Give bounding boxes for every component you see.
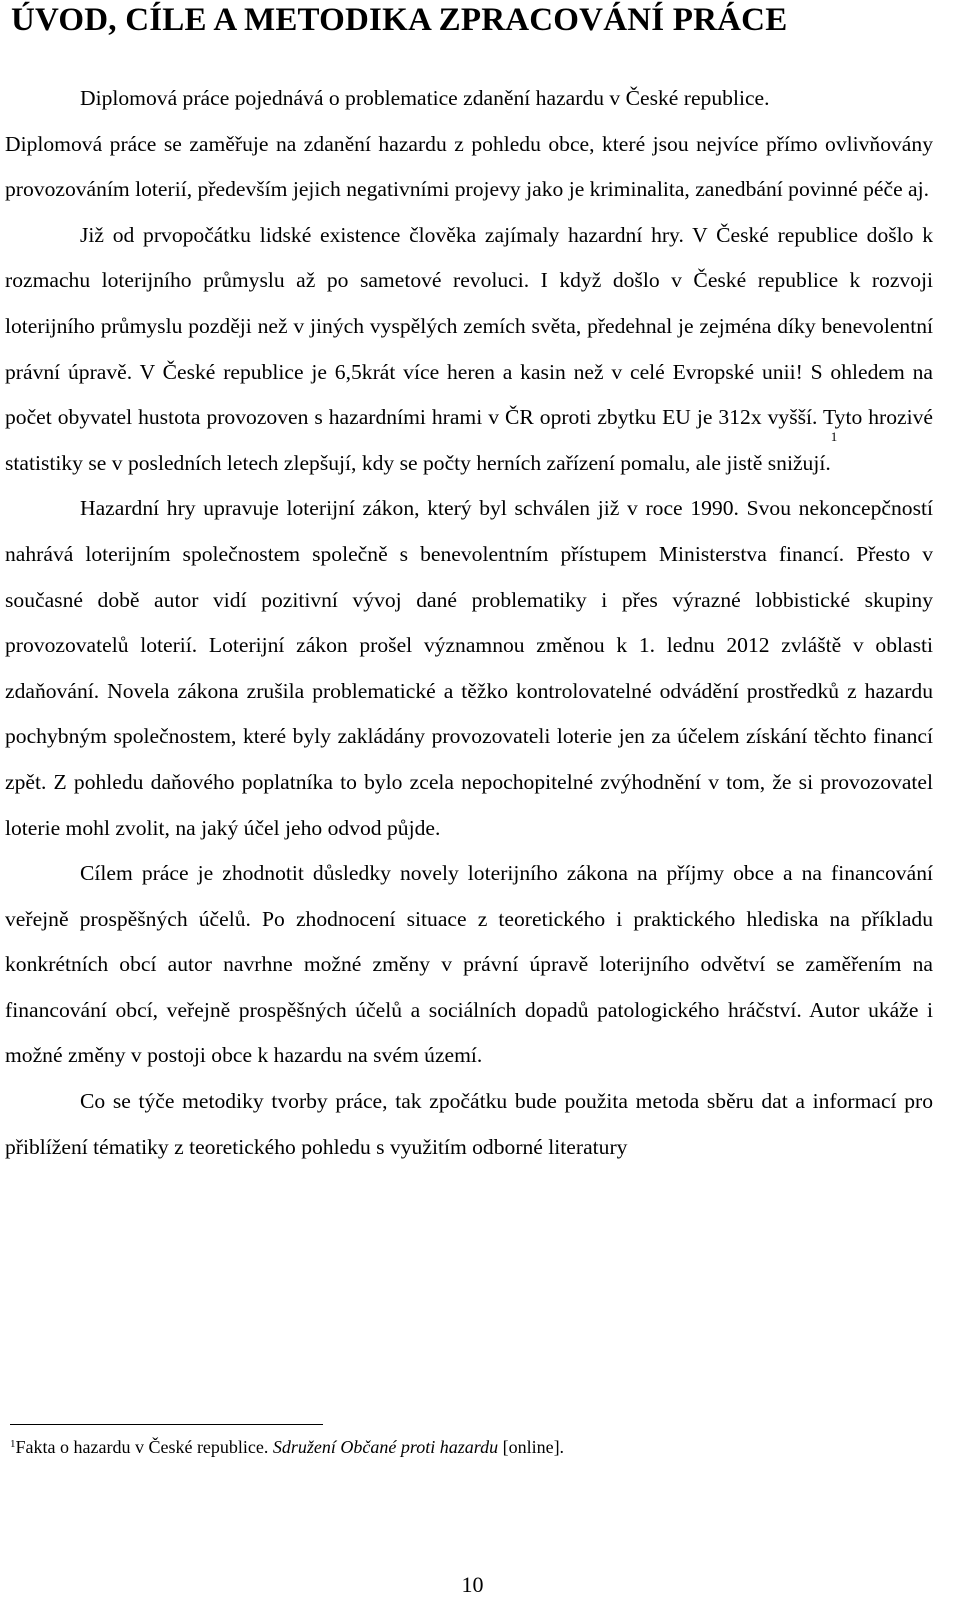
paragraph-history	[5, 213, 933, 487]
body-text	[5, 76, 933, 1170]
footnote-online: [online].	[498, 1437, 565, 1457]
paragraph-law: Hazardní hry upravuje loterijní zákon, který byl schválen již v roce 1990. Svou nekoncepčností nahrává loterijním společnostem společně s benevolentním přístupem Ministerstva financí. Přesto v současné době autor vidí pozitivní vývoj dané problematiky i přes výrazné lobbistické skupiny provozovatelů loterií. Loterijní zákon prošel významnou změnou k 1. lednu 2012 zvláště v oblasti zdaňování. Novela zákona zrušila problematické a těžko kontrolovatelné odvádění prostředků z hazardu pochybným společnostem, které byly zakládány provozovateli loterie jen za účelem získání těchto financí zpět. Z pohledu daňového poplatníka to bylo zcela nepochopitelné zvýhodnění v tom, že si provozovatel loterie mohl zvolit, na jaký účel jeho odvod půjde.	[5, 496, 933, 840]
footnote-source: Sdružení Občané proti hazardu	[272, 1437, 499, 1457]
paragraph-goal: Cílem práce je zhodnotit důsledky novely loterijního zákona na příjmy obce a na financování veřejně prospěšných účelů. Po zhodnocení situace z teoretického i praktického hlediska na příkladu konkrétních obcí autor navrhne možné změny v právní úpravě loterijního odvětví se zaměřením na financování obcí, veřejně prospěšných účelů a sociálních dopadů patologického hráčství. Autor ukáže i možné změny v postoji obce k hazardu na svém území.	[5, 861, 933, 1068]
paragraph-focus: Diplomová práce se zaměřuje na zdanění hazardu z pohledu obce, které jsou nejvíce přímo ovlivňovány provozováním loterií, především jejich negativními projevy jako je kriminalita, zanedbání povinné péče aj.	[5, 131, 933, 202]
footnote-number: 1	[10, 1438, 16, 1450]
footnote-reference[interactable]: 1	[830, 428, 838, 444]
paragraph-history-text: Již od prvopočátku lidské existence člověka zajímaly hazardní hry. V České republice došlo k rozmachu loterijního průmyslu až po sametové revoluci. I když došlo v České republice k rozvoji loterijního průmyslu později než v jiných vyspělých zemích světa, předehnal je zejména díky benevolentní právní úpravě. V České republice je 6,5krát více heren a kasin než v celé Evropské unii! S ohledem na počet obyvatel hustota provozoven s hazardními hrami v ČR oproti zbytku EU je 312x vyšší. Tyto hrozivé statistiky se v posledních letech zlepšují, kdy se počty herních zařízení pomalu, ale jistě snižují.	[5, 222, 933, 475]
paragraph-intro: Diplomová práce pojednává o problematice zdanění hazardu v České republice.	[80, 86, 770, 110]
footnote-text: Fakta o hazardu v České republice.	[15, 1437, 273, 1457]
paragraph-methodology: Co se týče metodiky tvorby práce, tak zpočátku bude použita metoda sběru dat a informací pro přiblížení tématiky z teoretického pohledu s využitím odborné literatury	[5, 1089, 933, 1159]
footnote	[10, 1436, 564, 1458]
footnote-divider	[10, 1424, 323, 1425]
page-number: 10	[461, 1572, 484, 1597]
page-title: ÚVOD, CÍLE A METODIKA ZPRACOVÁNÍ PRÁCE	[11, 2, 788, 38]
